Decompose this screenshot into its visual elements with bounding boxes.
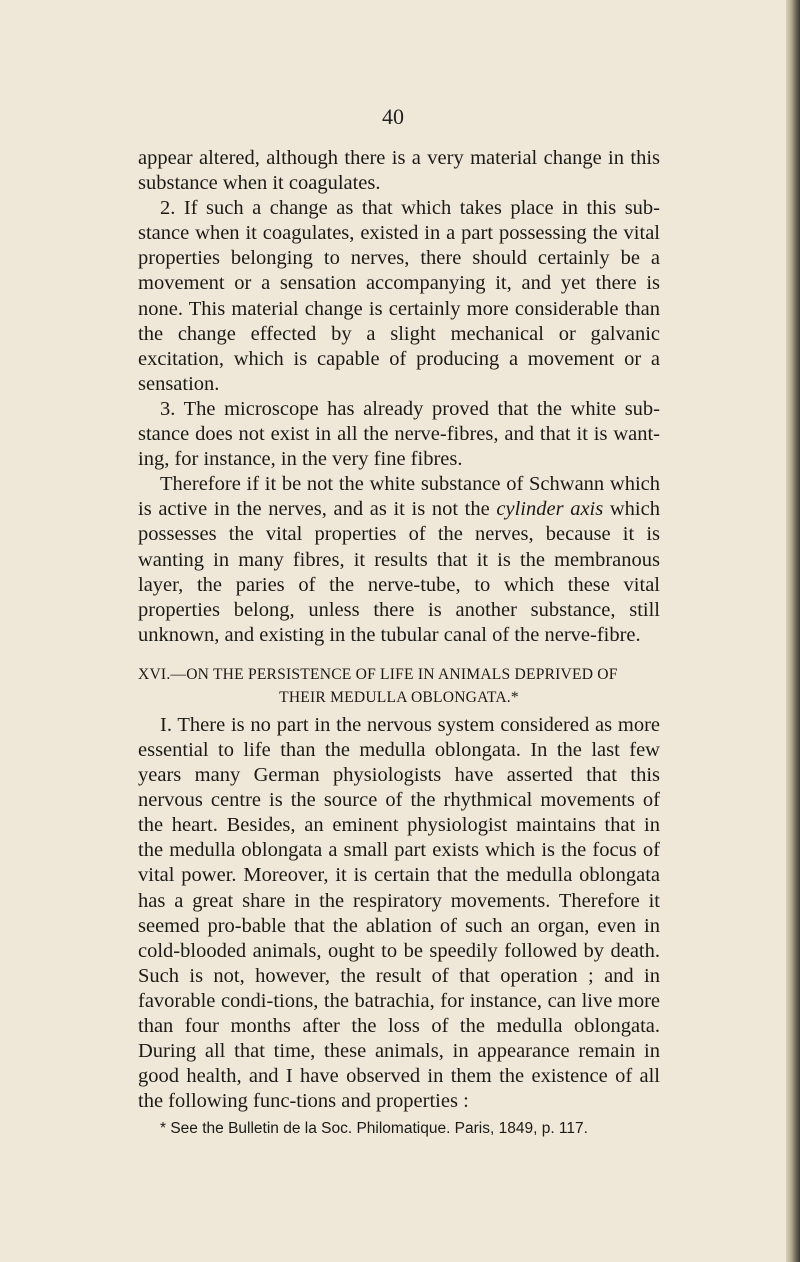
section-paragraph-1: I. There is no part in the nervous system considered as more essential to life than the medulla oblongata. In the last few years many German physiologists have asserted that this nervous centre is the source of the rhythmical movements of the heart. Besides, an eminent physiologist maintains that in the medulla oblongata a small part exists which is the focus of vital power. Moreover, it is certain that the medulla oblongata has a great share in the respiratory movements. Therefore it seemed pro-bable that the ablation of such an organ, even in cold-blooded animals, ought to be speedily followed by death. Such is not, however, the result of that operation ; and in favorable condi-tions, the batrachia, for instance, can live more than four months after the loss of the medulla oblongata. During all that time, these animals, in appearance remain in good health, and I have observed in them the existence of all the following func-tions and properties : [138,713,660,1113]
page-edge-shadow [786,0,800,1262]
section-heading [138,663,660,709]
page-body [138,146,660,1140]
section-heading-line-2: THEIR MEDULLA OBLONGATA.* [279,688,519,706]
paragraph-therefore-end: which possesses the vital properties of the nerves, because it is wanting in many fibres, it results that it is the membranous layer, the paries of the nerve-tube, to which these vital properties belong, unless there is another substance, still unknown, and existing in the tubular canal of the nerve-fibre. [138,498,660,646]
paragraph-continuation: appear altered, although there is a very material change in this substance when it coagulates. [138,147,660,195]
paragraph-point-3: 3. The microscope has already proved that the white sub-stance does not exist in all the nerve-fibres, and that it is want-ing, for instance, in the very fine fibres. [138,397,660,471]
page-number: 40 [382,104,404,129]
paragraph-point-2: 2. If such a change as that which takes place in this sub-stance when it coagulates, existed in a part possessing the vital properties belonging to nerves, there should certainly be a movement or a sensation accompanying it, and yet there is none. This material change is certainly more considerable than the change effected by a slight mechanical or galvanic excitation, which is capable of producing a movement or a sensation. [138,197,660,395]
footnote: * See the Bulletin de la Soc. Philomatique. Paris, 1849, p. 117. [160,1120,588,1138]
paragraph-therefore-start: Therefore if it be not the white substance of Schwann which is active in the nerves, and as it is not the [138,473,660,521]
paragraph-therefore [138,472,660,648]
section-heading-line-1: XVI.—ON THE PERSISTENCE OF LIFE IN ANIMALS DEPRIVED OF [138,665,618,683]
italic-term: cylinder axis [496,498,604,521]
